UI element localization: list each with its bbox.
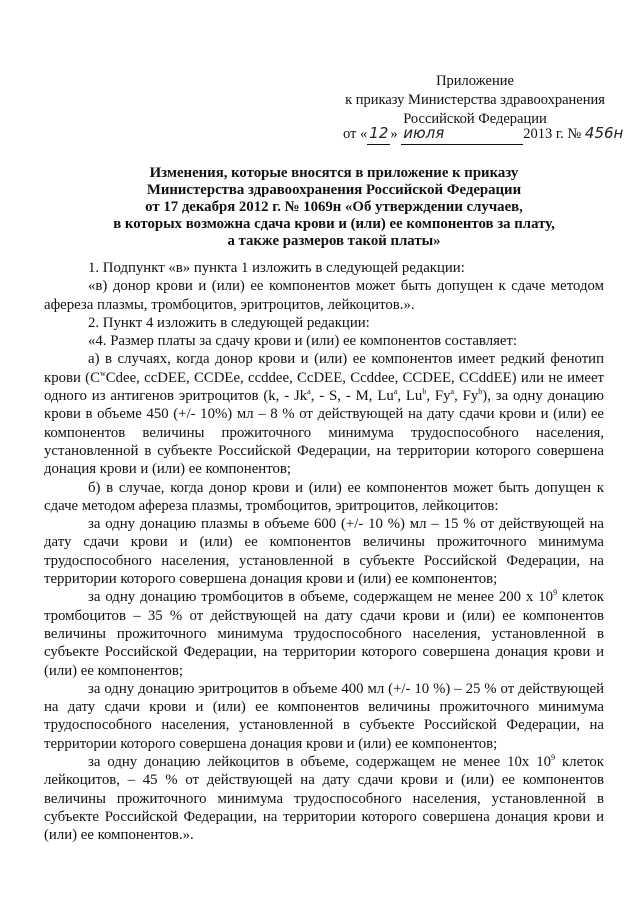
p8-sup: 9	[553, 588, 558, 598]
paragraph-9: за одну донацию эритроцитов в объеме 400 мл (+/- 10 %) – 25 % от действующей на дату сдачи крови и (или) ее компонентов величины прожиточного минимума трудоспособного населения, установленной в субъекте Российской Федерации, на территории которого совершена донация крови и (или) ее компонентов;	[44, 680, 604, 752]
paragraph-2: «в) донор крови и (или) ее компонентов может быть допущен к сдаче методом афереза плазмы, тромбоцитов, эритроцитов, лейкоцитов.».	[44, 278, 604, 313]
p8-text-b: клеток тромбоцитов – 35 % от действующей на дату сдачи крови и (или) ее компонентов величины прожиточного минимума трудоспособного населения, установленной в субъекте Российской Федерации, на территории которого совершена донация крови и (или) ее компонентов;	[44, 589, 604, 679]
p10-sup: 9	[551, 753, 556, 763]
p5-sup-6: b	[478, 387, 483, 397]
appendix-label: Приложение	[436, 73, 514, 89]
appendix-country: Российской Федерации	[403, 111, 547, 127]
title-line-5: а также размеров такой платы»	[227, 233, 441, 249]
p5-text-a: а) в случаях, когда донор крови и (или) ее компонентов имеет редкий фенотип крови (C	[44, 351, 604, 386]
title-line-1: Изменения, которые вносятся в приложение к приказу	[149, 165, 519, 181]
title-line-2: Министерства здравоохранения Российской Федерации	[146, 182, 522, 198]
paragraph-8	[44, 588, 604, 679]
date-year: 2013 г. №	[523, 126, 582, 142]
p5-sup-1: w	[99, 368, 106, 378]
p5-text-g: ), за одну донацию крови в объеме 450 (+/- 10%) мл – 8 % от действующей на дату сдачи крови и (или) ее компонентов величины прожиточного минимума трудоспособного населения, установленной в субъекте Российской Федерации, на территории которого совершена донация крови и (или) ее компонентов;	[44, 388, 604, 478]
p5-sup-2: a	[307, 387, 311, 397]
document-title	[60, 165, 608, 250]
appendix-header	[330, 72, 620, 129]
paragraph-7: за одну донацию плазмы в объеме 600 (+/- 10 %) мл – 15 % от действующей на дату сдачи крови и (или) ее компонентов величины прожиточного минимума трудоспособного населения, установленной в субъекте Российской Федерации, на территории которого совершена донация крови и (или) ее компонентов;	[44, 516, 604, 588]
p5-text-d: , Lu	[397, 388, 423, 405]
handwritten-day: 12	[367, 122, 390, 145]
p10-text-b: клеток лейкоцитов, – 45 % от действующей на дату сдачи крови и (или) ее компонентов величины прожиточного минимума трудоспособного населения, установленной в субъекте Российской Федерации, на территории которого совершена донация крови и (или) ее компонентов.».	[44, 754, 604, 844]
p5-sup-3: a	[393, 387, 398, 397]
appendix-dateline	[343, 122, 623, 145]
paragraph-10	[44, 753, 604, 844]
p10-text-a: за одну донацию лейкоцитов в объеме, содержащем не менее 10х 10	[88, 754, 552, 771]
title-line-4: в которых возможна сдача крови и (или) ее компонентов за плату,	[113, 216, 555, 232]
handwritten-month: июля	[401, 122, 523, 145]
paragraph-5	[44, 350, 604, 478]
p5-sup-4: b	[422, 387, 427, 397]
p5-text-c: , - S, - M, Lu	[310, 388, 394, 405]
p5-text-f: , Fy	[454, 388, 479, 405]
paragraph-4: «4. Размер платы за сдачу крови и (или) ее компонентов составляет:	[88, 333, 518, 350]
appendix-order-ref: к приказу Министерства здравоохранения	[345, 92, 605, 108]
p5-sup-5: a	[450, 387, 455, 397]
paragraph-1: 1. Подпункт «в» пункта 1 изложить в следующей редакции:	[88, 260, 465, 276]
p5-text-b: Cdee, ccDEE, CCDEe, ccddee, CcDEE, Ccddee, CCDEE, CCddEE) или не имеет одного из антигенов эритроцитов (k, - Jk	[44, 369, 604, 405]
document-body	[44, 259, 604, 845]
date-mid: »	[390, 126, 398, 142]
handwritten-number: 456н	[584, 124, 624, 142]
date-prefix: от «	[343, 126, 368, 142]
p8-text-a: за одну донацию тромбоцитов в объеме, содержащем не менее 200 х 10	[88, 589, 554, 606]
paragraph-6: б) в случае, когда донор крови и (или) ее компонентов может быть допущен к сдаче методом афереза плазмы, тромбоцитов, эритроцитов, лейкоцитов:	[44, 479, 604, 514]
p5-text-e: , Fy	[426, 388, 451, 405]
title-line-3: от 17 декабря 2012 г. № 1069н «Об утверждении случаев,	[145, 199, 523, 215]
paragraph-3: 2. Пункт 4 изложить в следующей редакции:	[88, 314, 370, 331]
